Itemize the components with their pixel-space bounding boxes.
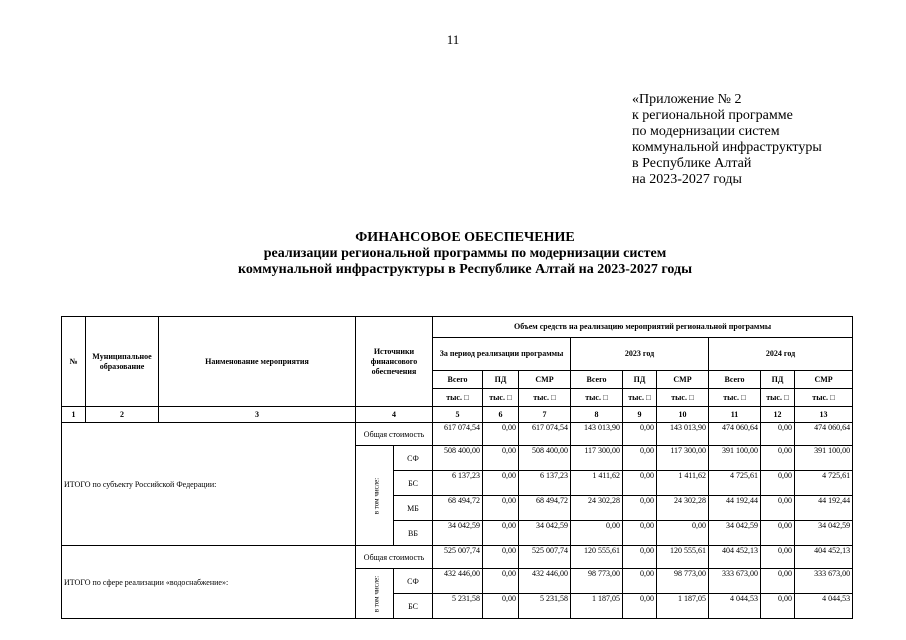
table-cell: 0,00 <box>623 446 657 471</box>
table-cell: 4 725,61 <box>709 471 761 496</box>
table-cell: 24 302,28 <box>571 496 623 521</box>
group-label: ИТОГО по субъекту Российской Федерации: <box>62 423 356 546</box>
table-cell: 0,00 <box>483 594 519 619</box>
table-cell: 68 494,72 <box>433 496 483 521</box>
title-line: реализации региональной программы по модернизации систем <box>263 246 667 261</box>
table-cell: 404 452,13 <box>709 546 761 569</box>
header-unit: тыс. □ <box>433 389 483 407</box>
in-that-number-label <box>356 569 394 619</box>
header-total: Всего <box>433 371 483 389</box>
in-that-number-text: в том числе: <box>372 575 381 613</box>
header-year-2024: 2024 год <box>709 338 853 371</box>
table-cell: 474 060,64 <box>709 423 761 446</box>
header-total: Всего <box>709 371 761 389</box>
header-period: За период реализации программы <box>433 338 571 371</box>
table-cell: 391 100,00 <box>795 446 853 471</box>
header-no: № <box>62 317 86 407</box>
table-cell: 0,00 <box>761 446 795 471</box>
column-number: 7 <box>519 407 571 423</box>
appendix-line: к региональной программе <box>632 108 793 123</box>
table-cell: 0,00 <box>623 546 657 569</box>
column-number: 10 <box>657 407 709 423</box>
table-cell: 617 074,54 <box>519 423 571 446</box>
table-cell: 333 673,00 <box>795 569 853 594</box>
table-cell: 0,00 <box>657 521 709 546</box>
financing-table <box>61 316 853 619</box>
table-cell: 117 300,00 <box>571 446 623 471</box>
table-cell: 0,00 <box>623 423 657 446</box>
table-cell: 4 044,53 <box>709 594 761 619</box>
header-unit: тыс. □ <box>483 389 519 407</box>
document-title <box>0 230 906 278</box>
table-cell: 0,00 <box>623 594 657 619</box>
appendix-line: «Приложение № 2 <box>632 92 742 107</box>
title-line: ФИНАНСОВОЕ ОБЕСПЕЧЕНИЕ <box>355 230 575 245</box>
source-label: БС <box>394 471 433 496</box>
table-cell: 0,00 <box>623 569 657 594</box>
table-cell: 0,00 <box>623 521 657 546</box>
table-cell: 0,00 <box>761 594 795 619</box>
column-number: 13 <box>795 407 853 423</box>
column-number: 2 <box>86 407 159 423</box>
column-numbers-row <box>62 407 853 423</box>
table-cell: 0,00 <box>623 496 657 521</box>
header-unit: тыс. □ <box>623 389 657 407</box>
header-volume: Объем средств на реализацию мероприятий региональной программы <box>433 317 853 338</box>
table-cell: 0,00 <box>483 569 519 594</box>
table-cell: 1 411,62 <box>571 471 623 496</box>
table-cell: 404 452,13 <box>795 546 853 569</box>
table-cell: 34 042,59 <box>709 521 761 546</box>
table-cell: 1 411,62 <box>657 471 709 496</box>
table-cell: 333 673,00 <box>709 569 761 594</box>
table-cell: 0,00 <box>761 521 795 546</box>
table-cell: 1 187,05 <box>657 594 709 619</box>
table-cell: 5 231,58 <box>433 594 483 619</box>
column-number: 9 <box>623 407 657 423</box>
table-cell: 120 555,61 <box>657 546 709 569</box>
appendix-line: коммунальной инфраструктуры <box>632 140 822 155</box>
total-cost-label: Общая стоимость <box>356 546 433 569</box>
header-pd: ПД <box>623 371 657 389</box>
table-cell: 508 400,00 <box>433 446 483 471</box>
header-smr: СМР <box>795 371 853 389</box>
header-smr: СМР <box>657 371 709 389</box>
table-cell: 34 042,59 <box>795 521 853 546</box>
header-total: Всего <box>571 371 623 389</box>
table-cell: 98 773,00 <box>571 569 623 594</box>
header-unit: тыс. □ <box>761 389 795 407</box>
source-label: СФ <box>394 446 433 471</box>
table-cell: 44 192,44 <box>709 496 761 521</box>
header-pd: ПД <box>761 371 795 389</box>
header-unit: тыс. □ <box>519 389 571 407</box>
table-cell: 0,00 <box>483 446 519 471</box>
table-cell: 98 773,00 <box>657 569 709 594</box>
column-number: 8 <box>571 407 623 423</box>
in-that-number-text: в том числе: <box>372 477 381 515</box>
header-unit: тыс. □ <box>571 389 623 407</box>
page-number: 11 <box>446 32 460 47</box>
column-number: 1 <box>62 407 86 423</box>
table-cell: 391 100,00 <box>709 446 761 471</box>
source-label: СФ <box>394 569 433 594</box>
table-cell: 0,00 <box>483 546 519 569</box>
table-cell: 0,00 <box>483 496 519 521</box>
table-cell: 0,00 <box>761 569 795 594</box>
group-label: ИТОГО по сфере реализации «водоснабжение»: <box>62 546 356 619</box>
table-cell: 432 446,00 <box>519 569 571 594</box>
header-smr: СМР <box>519 371 571 389</box>
source-label: МБ <box>394 496 433 521</box>
header-sources: Источники финансового обеспечения <box>356 317 433 407</box>
table-cell: 24 302,28 <box>657 496 709 521</box>
column-number: 4 <box>356 407 433 423</box>
table-cell: 525 007,74 <box>519 546 571 569</box>
table-cell: 68 494,72 <box>519 496 571 521</box>
table-cell: 0,00 <box>761 471 795 496</box>
table-cell: 1 187,05 <box>571 594 623 619</box>
header-pd: ПД <box>483 371 519 389</box>
header-year-2023: 2023 год <box>571 338 709 371</box>
table-cell: 4 725,61 <box>795 471 853 496</box>
table-cell: 44 192,44 <box>795 496 853 521</box>
table-cell: 120 555,61 <box>571 546 623 569</box>
table-cell: 0,00 <box>761 546 795 569</box>
table-cell: 432 446,00 <box>433 569 483 594</box>
column-number: 12 <box>761 407 795 423</box>
source-label: ВБ <box>394 521 433 546</box>
table-cell: 0,00 <box>571 521 623 546</box>
table-cell: 525 007,74 <box>433 546 483 569</box>
header-municipality: Муниципальное образование <box>86 317 159 407</box>
appendix-line: по модернизации систем <box>632 124 780 139</box>
table-cell: 117 300,00 <box>657 446 709 471</box>
header-unit: тыс. □ <box>657 389 709 407</box>
header-measure: Наименование мероприятия <box>159 317 356 407</box>
total-cost-label: Общая стоимость <box>356 423 433 446</box>
table-cell: 0,00 <box>761 423 795 446</box>
column-number: 3 <box>159 407 356 423</box>
table-cell: 617 074,54 <box>433 423 483 446</box>
table-cell: 0,00 <box>761 496 795 521</box>
table-cell: 34 042,59 <box>433 521 483 546</box>
table-cell: 143 013,90 <box>657 423 709 446</box>
appendix-block <box>632 92 822 188</box>
header-unit: тыс. □ <box>709 389 761 407</box>
table-cell: 4 044,53 <box>795 594 853 619</box>
header-unit: тыс. □ <box>795 389 853 407</box>
table-cell: 0,00 <box>483 471 519 496</box>
table-cell: 0,00 <box>483 423 519 446</box>
in-that-number-label <box>356 446 394 546</box>
appendix-line: в Республике Алтай <box>632 156 752 171</box>
table-cell: 143 013,90 <box>571 423 623 446</box>
table-cell: 34 042,59 <box>519 521 571 546</box>
column-number: 6 <box>483 407 519 423</box>
table-cell: 0,00 <box>483 521 519 546</box>
table-cell: 6 137,23 <box>433 471 483 496</box>
table-cell: 0,00 <box>623 471 657 496</box>
column-number: 11 <box>709 407 761 423</box>
table-cell: 6 137,23 <box>519 471 571 496</box>
appendix-line: на 2023-2027 годы <box>632 172 742 187</box>
title-line: коммунальной инфраструктуры в Республике Алтай на 2023-2027 годы <box>237 262 693 277</box>
column-number: 5 <box>433 407 483 423</box>
table-cell: 474 060,64 <box>795 423 853 446</box>
table-cell: 508 400,00 <box>519 446 571 471</box>
table-row <box>62 546 853 569</box>
table-row <box>62 423 853 446</box>
source-label: БС <box>394 594 433 619</box>
table-cell: 5 231,58 <box>519 594 571 619</box>
